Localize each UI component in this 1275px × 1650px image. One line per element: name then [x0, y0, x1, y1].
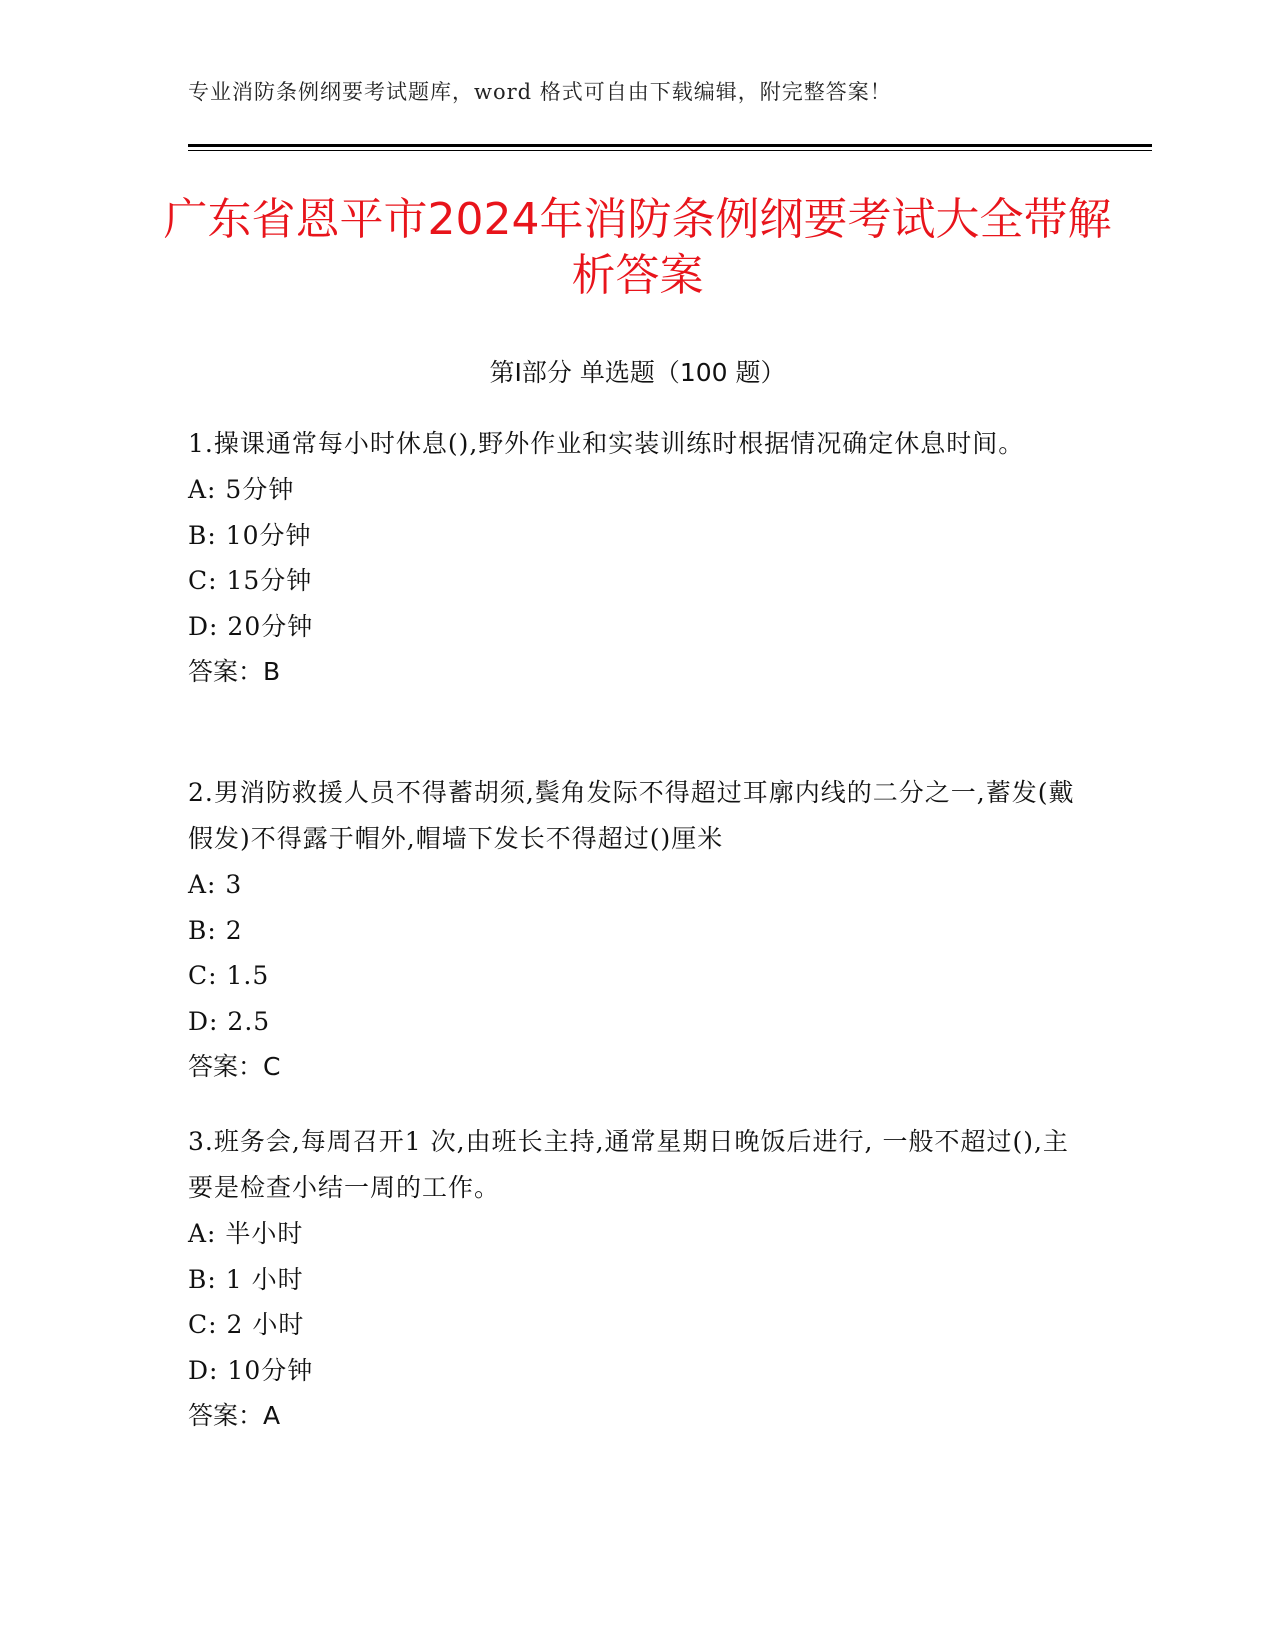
option-d: D: 20分钟 [188, 611, 314, 641]
answer: 答案：A [188, 1401, 281, 1430]
question-3 [188, 1119, 1088, 1439]
option-b: B: 1 小时 [188, 1264, 304, 1294]
document-title: 广东省恩平市2024年消防条例纲要考试大全带解析答案 [163, 194, 1112, 301]
answer: 答案：C [188, 1052, 281, 1081]
option-c: C: 2 小时 [188, 1310, 305, 1339]
header-rule-thin [188, 150, 1152, 151]
answer: 答案：B [188, 657, 281, 686]
question-stem: 2.男消防救援人员不得蓄胡须,鬓角发际不得超过耳廓内线的二分之一,蓄发(戴假发)不得露于帽外,帽墙下发长不得超过()厘米 [188, 778, 1075, 853]
header-rule-thick [188, 144, 1152, 147]
section-heading: 第Ⅰ部分 单选题（100 题） [489, 358, 786, 387]
question-2 [188, 770, 1088, 1090]
question-stem: 1.操课通常每小时休息(),野外作业和实装训练时根据情况确定休息时间。 [188, 429, 1025, 458]
option-d: D: 10分钟 [188, 1355, 314, 1385]
option-b: B: 2 [188, 915, 243, 945]
option-c: C: 1.5 [188, 961, 270, 990]
option-a: A: 3 [188, 870, 243, 899]
option-a: A: 5分钟 [188, 475, 295, 504]
option-b: B: 10分钟 [188, 520, 312, 550]
option-d: D: 2.5 [188, 1006, 271, 1036]
header-note: 专业消防条例纲要考试题库，word 格式可自由下载编辑，附完整答案！ [188, 80, 892, 104]
option-c: C: 15分钟 [188, 566, 313, 595]
question-1 [188, 421, 1088, 695]
option-a: A: 半小时 [188, 1219, 304, 1248]
question-stem: 3.班务会,每周召开1 次,由班长主持,通常星期日晚饭后进行, 一般不超过(),主要是检查小结一周的工作。 [188, 1127, 1069, 1202]
